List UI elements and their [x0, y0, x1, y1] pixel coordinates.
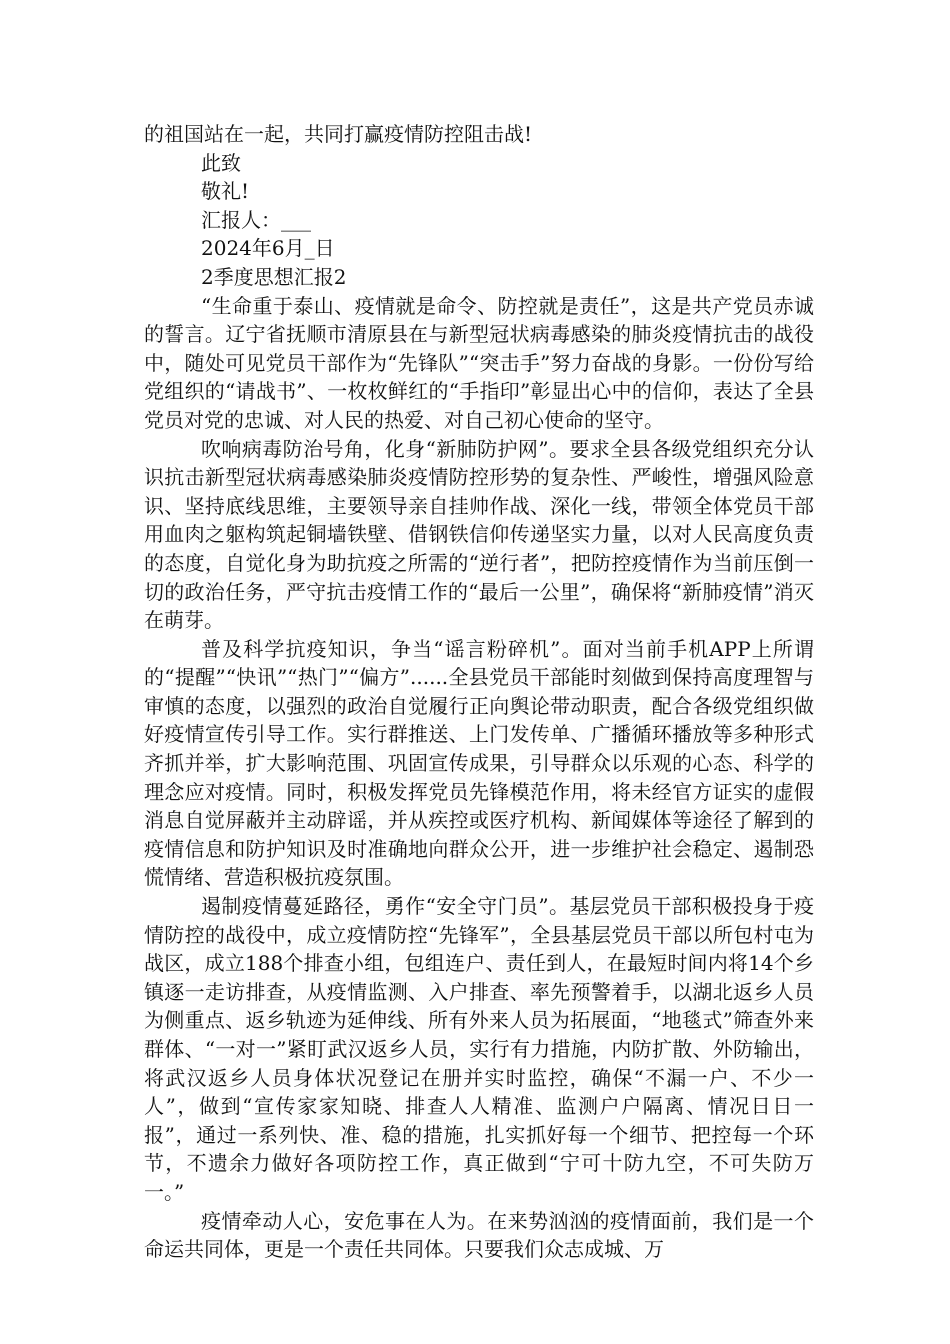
paragraph-gatekeeper: 遏制疫情蔓延路径，勇作“安全守门员”。基层党员干部积极投身于疫情防控的战役中，成立疫情防控“先锋军”，全县基层党员干部以所包村屯为战区，成立188个排查小组，包组连户、责任到人，在最短时间内将14个乡镇逐一走访排查，从疫情监测、入户排查、率先预警着手，以湖北返乡人员为侧重点、返乡轨迹为延伸线、所有外来人员为拓展面，“地毯式”筛查外来群体、“一对一”紧盯武汉返乡人员，实行有力措施，内防扩散、外防输出，将武汉返乡人员身体状况登记在册并实时监控，确保“不漏一户、不少一人”，做到“宣传家家知晓、排查人人精准、监测户户隔离、情况日日一报”，通过一系列快、准、稳的措施，扎实抓好每一个细节、把控每一个环节，不遗余力做好各项防控工作，真正做到“宁可十防九空，不可失防万一。” — [144, 894, 814, 1204]
paragraph-intro: “生命重于泰山、疫情就是命令、防控就是责任”，这是共产党员赤诚的誓言。辽宁省抚顺市清原县在与新型冠状病毒感染的肺炎疫情抗击的战役中，随处可见党员干部作为“先锋队”“突击手”努力奋战的身影。一份份写给党组织的“请战书”、一枚枚鲜红的“手指印”彰显出心中的信仰，表达了全县党员对党的忠诚、对人民的热爱、对自己初心使命的坚守。 — [144, 293, 814, 432]
paragraph-conclusion: 疫情牵动人心，安危事在人为。在来势汹汹的疫情面前，我们是一个命运共同体，更是一个责任共同体。只要我们众志成城、万 — [144, 1208, 814, 1262]
reporter-line: 汇报人：___ — [201, 207, 311, 232]
document-page — [144, 120, 814, 1264]
continuation-line: 的祖国站在一起，共同打赢疫情防控阻击战! — [144, 122, 533, 146]
closing-regards: 敬礼! — [201, 179, 250, 204]
date-line: 2024年6月_日 — [201, 236, 335, 261]
section-title: 2季度思想汇报2 — [201, 264, 347, 289]
closing-salutation: 此致 — [201, 150, 241, 175]
paragraph-rumor-crusher: 普及科学抗疫知识，争当“谣言粉碎机”。面对当前手机APP上所谓的“提醒”“快讯”“热门”“偏方”......全县党员干部能时刻做到保持高度理智与审慎的态度，以强烈的政治自觉履行正向舆论带动职责，配合各级党组织做好疫情宣传引导工作。实行群推送、上门发传单、广播循环播放等多种形式齐抓并举，扩大影响范围、巩固宣传成果，引导群众以乐观的心态、科学的理念应对疫情。同时，积极发挥党员先锋模范作用，将未经官方证实的虚假消息自觉屏蔽并主动辟谣，并从疾控或医疗机构、新闻媒体等途径了解到的疫情信息和防护知识及时准确地向群众公开，进一步维护社会稳定、遏制恐慌情绪、营造积极抗疫氛围。 — [144, 636, 814, 890]
paragraph-prevention-network: 吹响病毒防治号角，化身“新肺防护网”。要求全县各级党组织充分认识抗击新型冠状病毒感染肺炎疫情防控形势的复杂性、严峻性，增强风险意识、坚持底线思维，主要领导亲自挂帅作战、深化一线，带领全体党员干部用血肉之躯构筑起铜墙铁壁、借钢铁信仰传递坚实力量，以对人民高度负责的态度，自觉化身为助抗疫之所需的“逆行者”，把防控疫情作为当前压倒一切的政治任务，严守抗击疫情工作的“最后一公里”，确保将“新肺疫情”消灭在萌芽。 — [144, 436, 814, 633]
